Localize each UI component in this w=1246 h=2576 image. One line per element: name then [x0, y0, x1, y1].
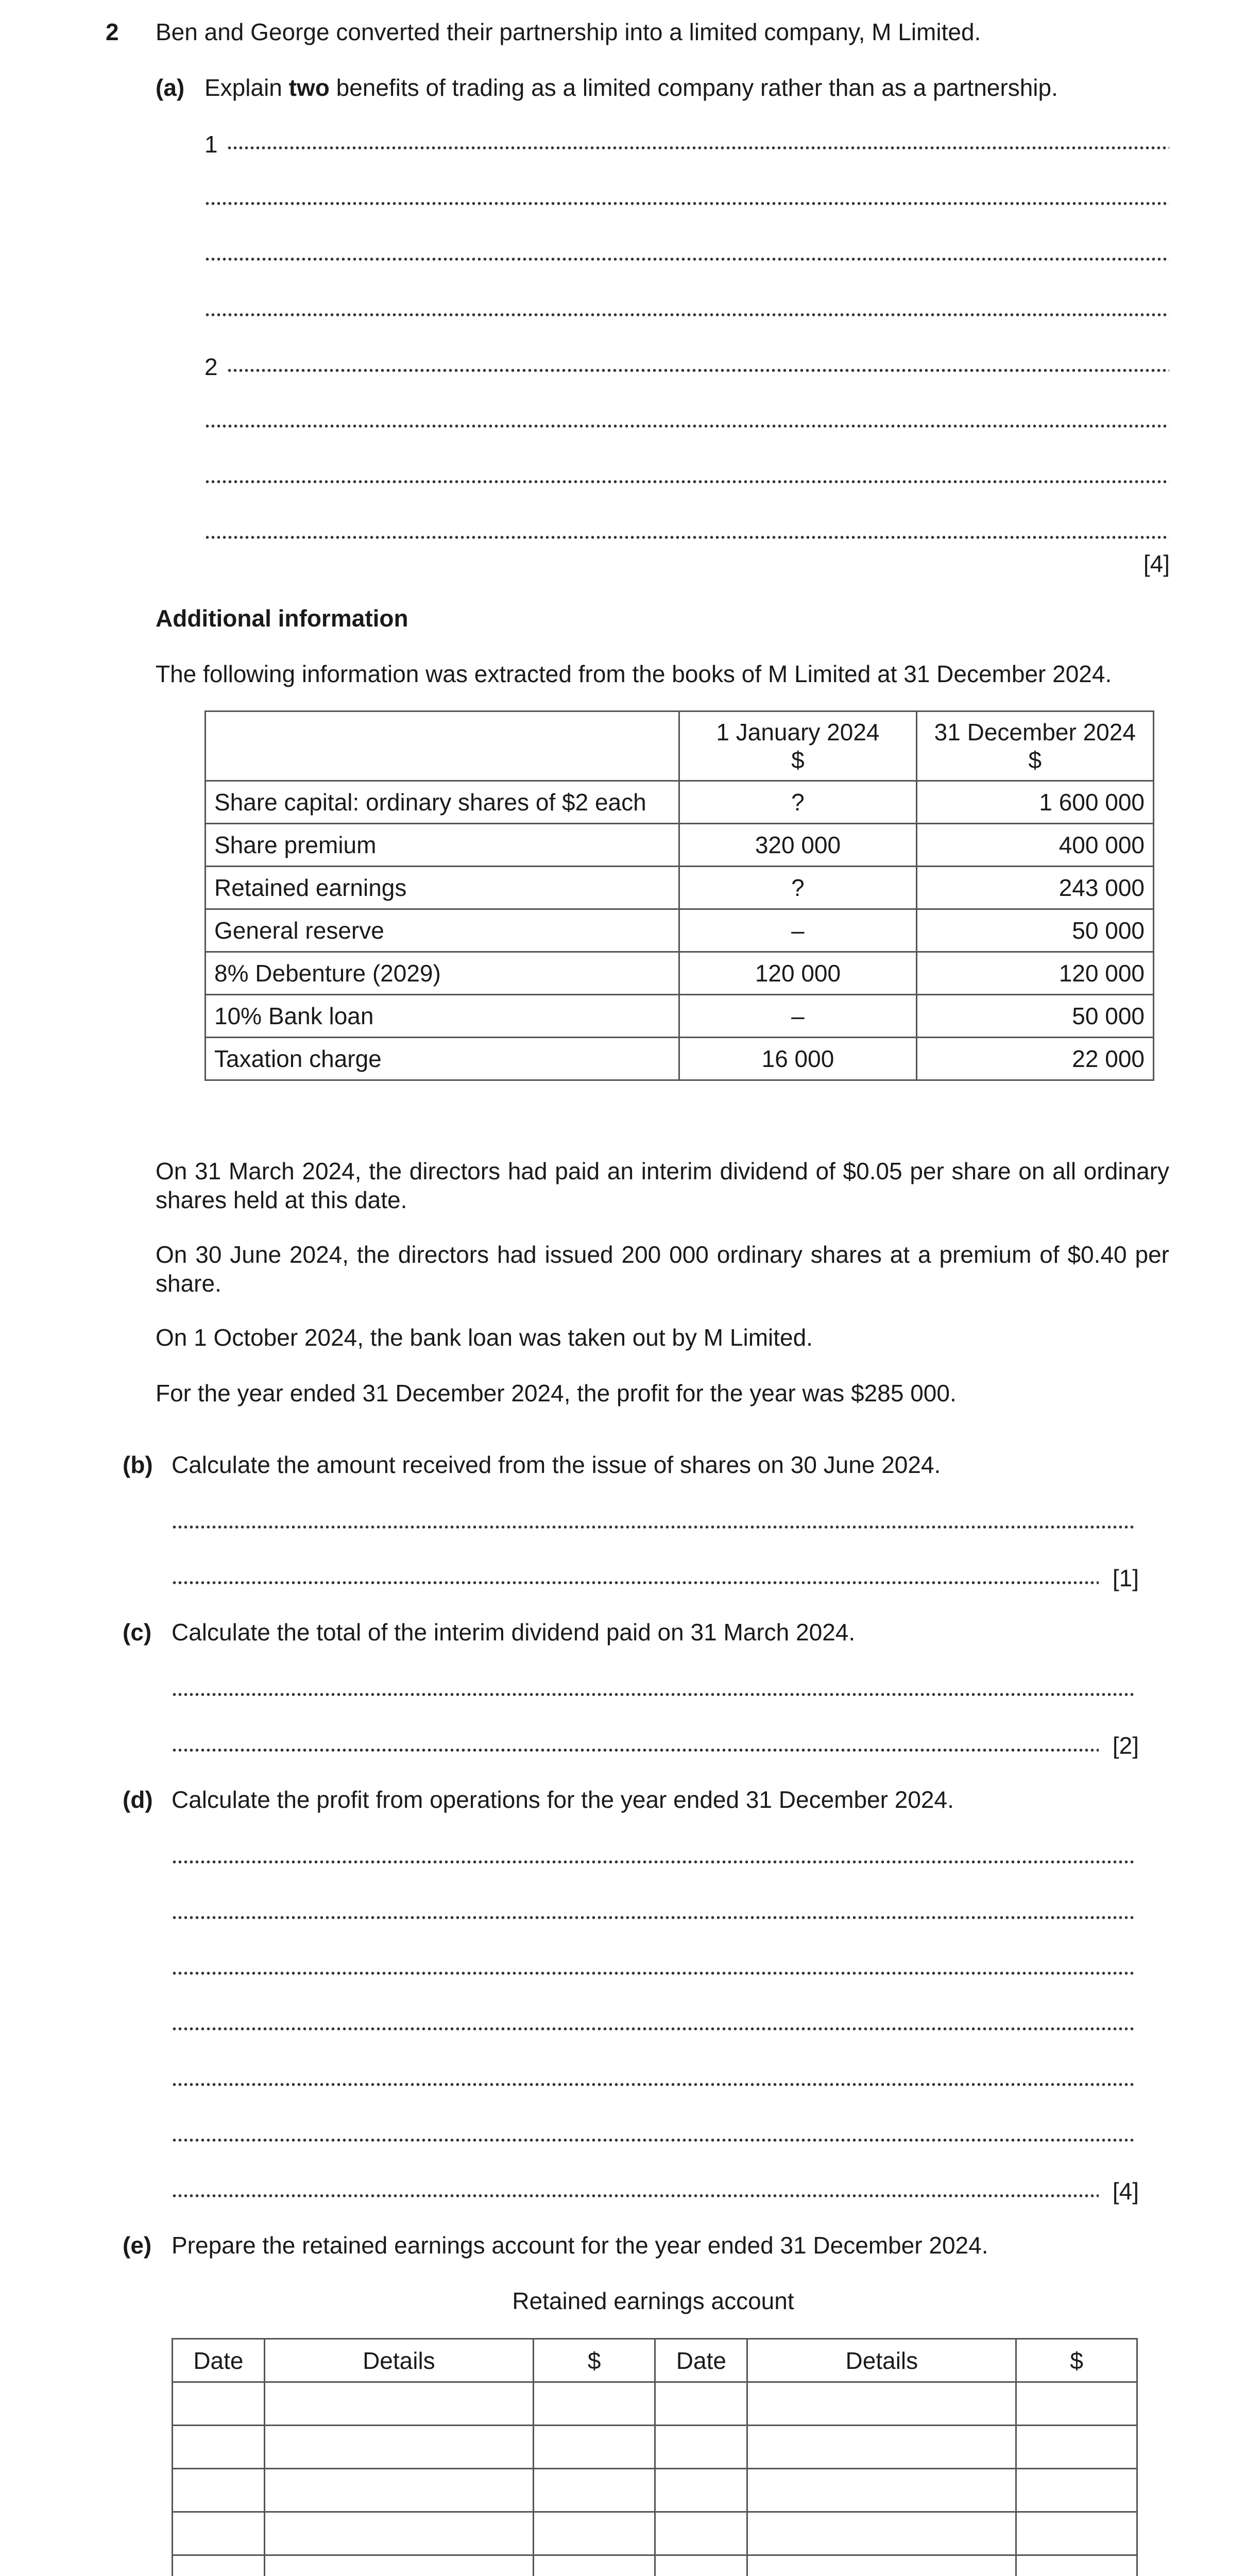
part-e-text: Prepare the retained earnings account for the year ended 31 December 2024.	[172, 2232, 988, 2259]
account-row	[173, 2469, 1137, 2512]
date-cell[interactable]	[655, 2469, 747, 2512]
part-e-label: (e)	[123, 2232, 152, 2259]
part-c-label: (c)	[123, 1619, 152, 1646]
answer-line[interactable]	[204, 477, 1169, 487]
table-header-1-jan-2024: 1 January 2024 $	[679, 711, 916, 781]
table-header-31-dec-2024: 31 December 2024 $	[916, 711, 1153, 781]
row-label: 10% Bank loan	[206, 995, 679, 1038]
column-header-date: Date	[655, 2339, 747, 2382]
note-bank-loan: On 1 October 2024, the bank loan was taken out by M Limited.	[156, 1324, 813, 1351]
amount-cell[interactable]	[533, 2512, 655, 2555]
details-cell[interactable]	[264, 2555, 533, 2576]
column-header-details: Details	[747, 2339, 1016, 2382]
answer-line[interactable]	[227, 143, 1169, 153]
value-31-dec-2024: 400 000	[916, 824, 1153, 867]
answer-line[interactable]	[172, 2191, 1099, 2201]
table-row	[206, 995, 1154, 1038]
value-1-jan-2024: 16 000	[679, 1038, 916, 1080]
amount-cell[interactable]	[533, 2426, 655, 2469]
amount-cell[interactable]	[1016, 2382, 1137, 2426]
amount-cell[interactable]	[1016, 2512, 1137, 2555]
answer-line[interactable]	[172, 2079, 1135, 2090]
date-cell[interactable]	[655, 2512, 747, 2555]
balances-table	[204, 710, 1154, 1081]
date-cell[interactable]	[173, 2555, 265, 2576]
part-b-marks: [1]	[1112, 1565, 1139, 1591]
amount-cell[interactable]	[1016, 2426, 1137, 2469]
part-c-text: Calculate the total of the interim dividend paid on 31 March 2024.	[172, 1619, 856, 1646]
answer-line[interactable]	[172, 2024, 1135, 2034]
details-cell[interactable]	[747, 2382, 1016, 2426]
answer-line[interactable]	[172, 1689, 1135, 1700]
part-a-label: (a)	[156, 74, 185, 101]
amount-cell[interactable]	[533, 2382, 655, 2426]
amount-cell[interactable]	[533, 2555, 655, 2576]
answer-line[interactable]	[204, 254, 1169, 264]
additional-info-intro: The following information was extracted from the books of M Limited at 31 December 2024.	[156, 660, 1112, 687]
value-1-jan-2024: 320 000	[679, 824, 916, 867]
answer-line[interactable]	[204, 310, 1169, 320]
part-d-label: (d)	[123, 1786, 153, 1813]
answer-item-2-number: 2	[204, 353, 218, 380]
question-intro: Ben and George converted their partnership into a limited company, M Limited.	[156, 19, 981, 45]
table-row	[206, 867, 1154, 909]
amount-cell[interactable]	[533, 2469, 655, 2512]
column-header-amount: $	[1016, 2339, 1137, 2382]
part-b-label: (b)	[123, 1451, 153, 1478]
table-header-empty	[206, 711, 679, 781]
account-row	[173, 2555, 1137, 2576]
amount-cell[interactable]	[1016, 2555, 1137, 2576]
value-1-jan-2024: –	[679, 995, 916, 1038]
answer-line[interactable]	[172, 1912, 1135, 1923]
row-label: General reserve	[206, 909, 679, 952]
value-1-jan-2024: 120 000	[679, 952, 916, 995]
answer-line[interactable]	[172, 2135, 1135, 2145]
row-label: Taxation charge	[206, 1038, 679, 1080]
row-label: Share capital: ordinary shares of $2 each	[206, 781, 679, 824]
account-row	[173, 2512, 1137, 2555]
part-a-text: Explain two benefits of trading as a limited company rather than as a partnership.	[204, 74, 1058, 101]
answer-line[interactable]	[172, 1578, 1099, 1588]
value-31-dec-2024: 22 000	[916, 1038, 1153, 1080]
table-row	[206, 952, 1154, 995]
column-header-amount: $	[533, 2339, 655, 2382]
value-31-dec-2024: 1 600 000	[916, 781, 1153, 824]
details-cell[interactable]	[747, 2512, 1016, 2555]
value-31-dec-2024: 50 000	[916, 995, 1153, 1038]
value-31-dec-2024: 120 000	[916, 952, 1153, 995]
details-cell[interactable]	[264, 2426, 533, 2469]
date-cell[interactable]	[655, 2426, 747, 2469]
answer-line[interactable]	[172, 1745, 1099, 1755]
account-title: Retained earnings account	[512, 2287, 794, 2314]
answer-line[interactable]	[172, 1968, 1135, 1978]
column-header-details: Details	[264, 2339, 533, 2382]
details-cell[interactable]	[264, 2382, 533, 2426]
note-interim-dividend: On 31 March 2024, the directors had paid an interim dividend of $0.05 per share on all ordinary shares held at this date.	[156, 1158, 1169, 1213]
table-row	[206, 781, 1154, 824]
amount-cell[interactable]	[1016, 2469, 1137, 2512]
details-cell[interactable]	[747, 2469, 1016, 2512]
part-c-marks: [2]	[1112, 1732, 1139, 1759]
date-cell[interactable]	[173, 2512, 265, 2555]
value-1-jan-2024: ?	[679, 867, 916, 909]
retained-earnings-account-table	[172, 2338, 1138, 2576]
note-profit: For the year ended 31 December 2024, the profit for the year was $285 000.	[156, 1380, 957, 1406]
question-number: 2	[106, 19, 119, 45]
row-label: Share premium	[206, 824, 679, 867]
part-d-marks: [4]	[1112, 2178, 1139, 2205]
answer-line[interactable]	[204, 421, 1169, 431]
answer-item-1-number: 1	[204, 131, 218, 158]
table-row	[206, 909, 1154, 952]
part-a-marks: [4]	[1143, 550, 1170, 577]
part-b-text: Calculate the amount received from the issue of shares on 30 June 2024.	[172, 1451, 941, 1478]
answer-line[interactable]	[227, 365, 1169, 376]
table-row	[206, 1038, 1154, 1080]
row-label: Retained earnings	[206, 867, 679, 909]
details-cell[interactable]	[747, 2426, 1016, 2469]
details-cell[interactable]	[264, 2512, 533, 2555]
answer-line[interactable]	[204, 198, 1169, 209]
date-cell[interactable]	[173, 2469, 265, 2512]
value-31-dec-2024: 50 000	[916, 909, 1153, 952]
date-cell[interactable]	[173, 2382, 265, 2426]
value-31-dec-2024: 243 000	[916, 867, 1153, 909]
answer-line[interactable]	[172, 1857, 1135, 1867]
column-header-date: Date	[173, 2339, 265, 2382]
date-cell[interactable]	[655, 2382, 747, 2426]
answer-line[interactable]	[204, 532, 1169, 543]
note-share-issue: On 30 June 2024, the directors had issued 200 000 ordinary shares at a premium of $0.40 per share.	[156, 1241, 1169, 1297]
details-cell[interactable]	[747, 2555, 1016, 2576]
table-row	[206, 824, 1154, 867]
answer-line[interactable]	[172, 1522, 1135, 1532]
additional-info-heading: Additional information	[156, 605, 408, 632]
date-cell[interactable]	[655, 2555, 747, 2576]
value-1-jan-2024: –	[679, 909, 916, 952]
date-cell[interactable]	[173, 2426, 265, 2469]
account-row	[173, 2426, 1137, 2469]
value-1-jan-2024: ?	[679, 781, 916, 824]
row-label: 8% Debenture (2029)	[206, 952, 679, 995]
part-d-text: Calculate the profit from operations for the year ended 31 December 2024.	[172, 1786, 954, 1813]
account-row	[173, 2382, 1137, 2426]
details-cell[interactable]	[264, 2469, 533, 2512]
